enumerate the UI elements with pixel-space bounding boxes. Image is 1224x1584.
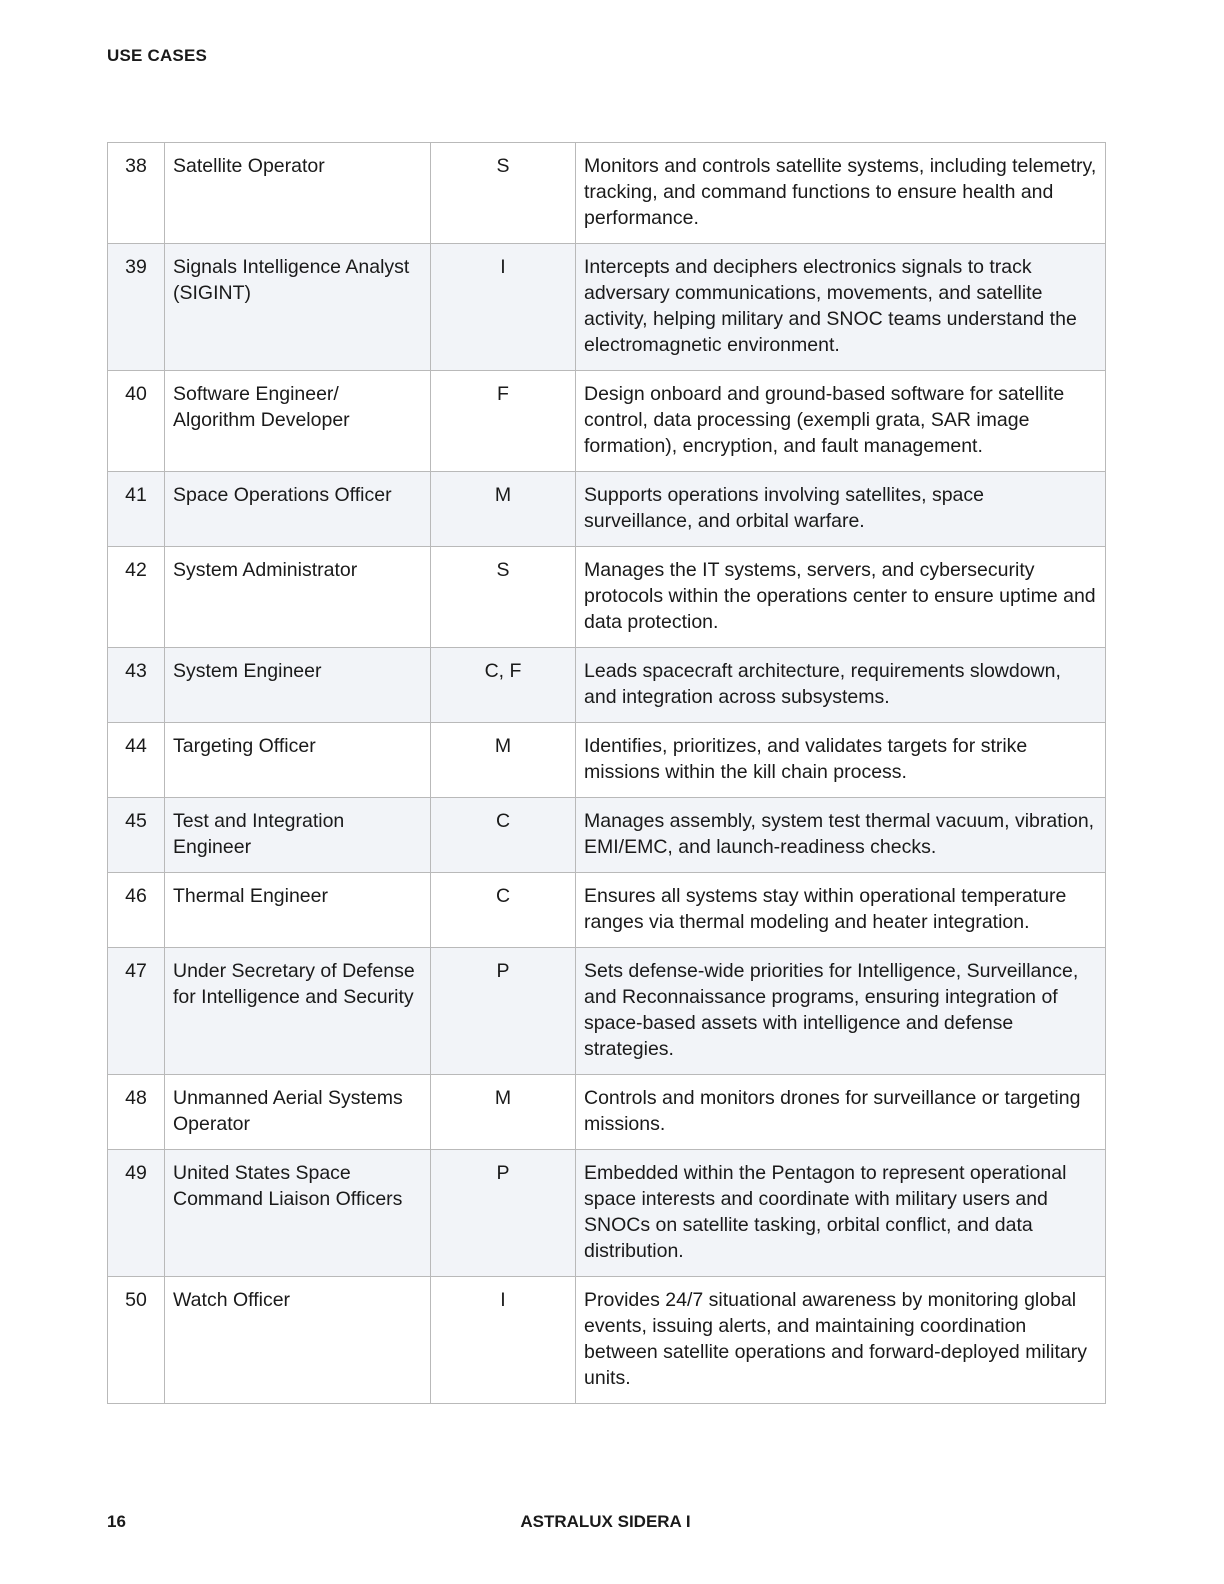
- role-description: Manages the IT systems, servers, and cybersecurity protocols within the operations center to ensure uptime and data protection.: [576, 547, 1106, 648]
- role-title: Test and Integration Engineer: [165, 798, 431, 873]
- role-description: Identifies, prioritizes, and validates targets for strike missions within the kill chain process.: [576, 723, 1106, 798]
- role-description: Design onboard and ground-based software for satellite control, data processing (exempli grata, SAR image formation), encryption, and fault management.: [576, 371, 1106, 472]
- page-number: 16: [107, 1512, 126, 1531]
- role-category: P: [431, 948, 576, 1075]
- role-title: United States Space Command Liaison Officers: [165, 1150, 431, 1277]
- role-category: C, F: [431, 648, 576, 723]
- row-number: 41: [108, 472, 165, 547]
- document-title: ASTRALUX SIDERA I: [520, 1512, 691, 1531]
- row-number: 47: [108, 948, 165, 1075]
- table-row: [108, 723, 1106, 798]
- role-category: C: [431, 873, 576, 948]
- row-number: 42: [108, 547, 165, 648]
- role-category: M: [431, 723, 576, 798]
- row-number: 49: [108, 1150, 165, 1277]
- table-row: [108, 1075, 1106, 1150]
- table-row: [108, 143, 1106, 244]
- role-category: C: [431, 798, 576, 873]
- role-title: Under Secretary of Defense for Intelligence and Security: [165, 948, 431, 1075]
- role-title: Unmanned Aerial Systems Operator: [165, 1075, 431, 1150]
- row-number: 44: [108, 723, 165, 798]
- table-row: [108, 472, 1106, 547]
- role-title: System Administrator: [165, 547, 431, 648]
- role-description: Provides 24/7 situational awareness by monitoring global events, issuing alerts, and maintaining coordination between satellite operations and forward-deployed military units.: [576, 1277, 1106, 1404]
- table-row: [108, 948, 1106, 1075]
- role-title: Thermal Engineer: [165, 873, 431, 948]
- table-row: [108, 1277, 1106, 1404]
- row-number: 43: [108, 648, 165, 723]
- row-number: 50: [108, 1277, 165, 1404]
- role-title: Space Operations Officer: [165, 472, 431, 547]
- section-header: USE CASES: [107, 46, 208, 65]
- role-category: S: [431, 143, 576, 244]
- role-category: I: [431, 244, 576, 371]
- table-row: [108, 798, 1106, 873]
- role-description: Sets defense-wide priorities for Intelligence, Surveillance, and Reconnaissance programs, ensuring integration of space-based assets with intelligence and defense strategies.: [576, 948, 1106, 1075]
- role-category: I: [431, 1277, 576, 1404]
- roles-table: [107, 142, 1106, 1404]
- row-number: 38: [108, 143, 165, 244]
- table-row: [108, 547, 1106, 648]
- role-description: Controls and monitors drones for surveillance or targeting missions.: [576, 1075, 1106, 1150]
- role-category: P: [431, 1150, 576, 1277]
- role-description: Intercepts and deciphers electronics signals to track adversary communications, movements, and satellite activity, helping military and SNOC teams understand the electromagnetic environment.: [576, 244, 1106, 371]
- table-row: [108, 371, 1106, 472]
- table-row: [108, 1150, 1106, 1277]
- table-row: [108, 648, 1106, 723]
- table-row: [108, 873, 1106, 948]
- role-title: Signals Intelligence Analyst (SIGINT): [165, 244, 431, 371]
- row-number: 39: [108, 244, 165, 371]
- role-description: Ensures all systems stay within operational temperature ranges via thermal modeling and heater integration.: [576, 873, 1106, 948]
- role-title: Targeting Officer: [165, 723, 431, 798]
- role-description: Manages assembly, system test thermal vacuum, vibration, EMI/EMC, and launch-readiness checks.: [576, 798, 1106, 873]
- role-title: Satellite Operator: [165, 143, 431, 244]
- role-category: M: [431, 472, 576, 547]
- row-number: 45: [108, 798, 165, 873]
- role-title: Software Engineer/ Algorithm Developer: [165, 371, 431, 472]
- role-category: M: [431, 1075, 576, 1150]
- role-description: Supports operations involving satellites, space surveillance, and orbital warfare.: [576, 472, 1106, 547]
- row-number: 48: [108, 1075, 165, 1150]
- role-description: Leads spacecraft architecture, requirements slowdown, and integration across subsystems.: [576, 648, 1106, 723]
- role-title: Watch Officer: [165, 1277, 431, 1404]
- role-category: F: [431, 371, 576, 472]
- row-number: 40: [108, 371, 165, 472]
- row-number: 46: [108, 873, 165, 948]
- role-title: System Engineer: [165, 648, 431, 723]
- role-category: S: [431, 547, 576, 648]
- table-row: [108, 244, 1106, 371]
- role-description: Embedded within the Pentagon to represent operational space interests and coordinate with military users and SNOCs on satellite tasking, orbital conflict, and data distribution.: [576, 1150, 1106, 1277]
- role-description: Monitors and controls satellite systems, including telemetry, tracking, and command functions to ensure health and performance.: [576, 143, 1106, 244]
